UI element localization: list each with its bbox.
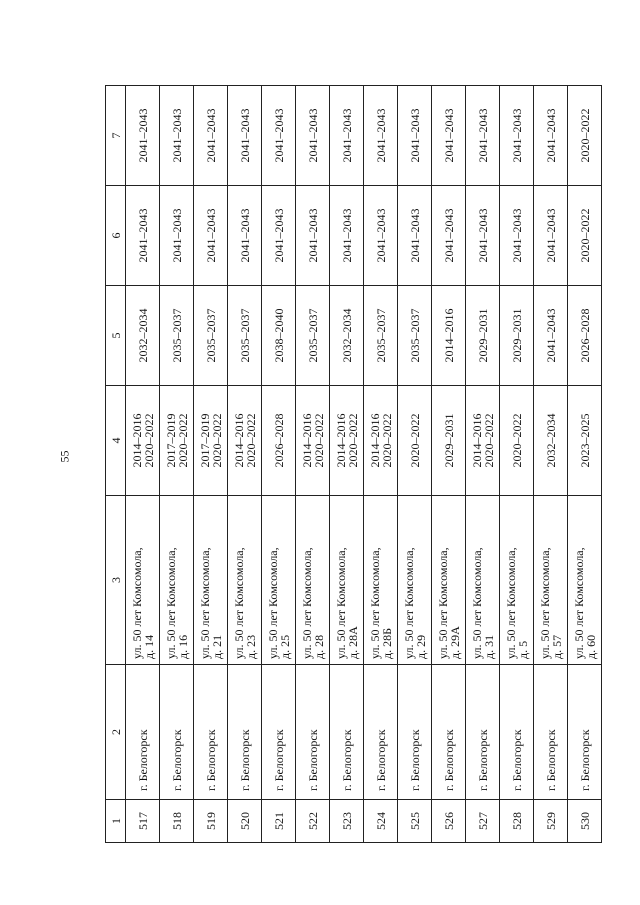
period-4-text: 2020–2022	[379, 413, 394, 468]
address-text: д. 25	[277, 634, 292, 659]
data-table	[105, 85, 602, 843]
header-cell: 1	[106, 800, 126, 843]
period-7-cell	[568, 86, 602, 186]
header-cell: 5	[106, 286, 126, 386]
period-6-cell	[534, 186, 568, 286]
row-number-text: 525	[407, 812, 422, 830]
address-text: д. 23	[243, 634, 258, 659]
address-text: д. 21	[209, 634, 224, 659]
period-5-text: 2035–2037	[237, 308, 252, 363]
row-number-cell	[296, 800, 330, 843]
period-4-cell	[194, 386, 228, 496]
header-cell: 7	[106, 86, 126, 186]
period-4-text: 2020–2022	[243, 413, 258, 468]
period-6-text: 2041–2043	[135, 208, 150, 263]
period-4-text: 2020–2022	[175, 413, 190, 468]
address-text: д. 29	[413, 634, 428, 659]
header-row	[106, 86, 126, 843]
period-6-text: 2041–2043	[475, 208, 490, 263]
period-4-cell	[534, 386, 568, 496]
address-text: д. 16	[175, 634, 190, 659]
period-4-text: 2020–2022	[481, 413, 496, 468]
period-4-text: 2020–2022	[209, 413, 224, 468]
address-cell	[296, 496, 330, 665]
period-5-text: 2029–2031	[509, 308, 524, 363]
period-5-cell	[568, 286, 602, 386]
period-7-cell	[364, 86, 398, 186]
city-text: г. Белогорск	[475, 729, 490, 791]
city-cell	[466, 665, 500, 800]
period-6-cell	[432, 186, 466, 286]
address-text: д. 28Б	[379, 628, 394, 659]
address-text: ул. 50 лет Комсомола,	[537, 547, 552, 659]
city-text: г. Белогорск	[339, 729, 354, 791]
period-6-text: 2020–2022	[577, 208, 592, 263]
table-row	[228, 86, 262, 843]
address-text: д. 60	[583, 634, 598, 659]
period-4-cell	[432, 386, 466, 496]
period-5-text: 2041–2043	[543, 308, 558, 363]
period-6-text: 2041–2043	[339, 208, 354, 263]
period-4-cell	[160, 386, 194, 496]
period-5-text: 2026–2028	[577, 308, 592, 363]
row-number-cell	[160, 800, 194, 843]
period-4-text: 2014–2016	[129, 413, 144, 468]
period-7-text: 2041–2043	[237, 108, 252, 163]
period-4-text: 2026–2028	[271, 413, 286, 468]
row-number-cell	[262, 800, 296, 843]
period-4-text: 2014–2016	[333, 413, 348, 468]
address-text: д. 14	[141, 634, 156, 659]
period-5-text: 2032–2034	[339, 308, 354, 363]
city-text: г. Белогорск	[305, 729, 320, 791]
city-text: г. Белогорск	[135, 729, 150, 791]
period-6-text: 2041–2043	[169, 208, 184, 263]
period-6-text: 2041–2043	[441, 208, 456, 263]
period-6-cell	[364, 186, 398, 286]
period-5-cell	[432, 286, 466, 386]
period-6-text: 2041–2043	[203, 208, 218, 263]
period-7-cell	[500, 86, 534, 186]
period-6-cell	[466, 186, 500, 286]
city-cell	[262, 665, 296, 800]
period-5-text: 2032–2034	[135, 308, 150, 363]
row-number-cell	[330, 800, 364, 843]
address-text: д. 29А	[447, 626, 462, 659]
period-5-cell	[296, 286, 330, 386]
period-7-cell	[432, 86, 466, 186]
period-7-text: 2041–2043	[373, 108, 388, 163]
address-text: ул. 50 лет Комсомола,	[469, 547, 484, 659]
row-number-text: 519	[203, 812, 218, 830]
period-7-text: 2041–2043	[271, 108, 286, 163]
row-number-text: 527	[475, 812, 490, 830]
period-7-cell	[466, 86, 500, 186]
city-cell	[330, 665, 364, 800]
city-text: г. Белогорск	[509, 729, 524, 791]
period-6-cell	[398, 186, 432, 286]
period-4-text: 2020–2022	[509, 413, 524, 468]
header-cell: 3	[106, 496, 126, 665]
table-row	[568, 86, 602, 843]
period-7-text: 2041–2043	[509, 108, 524, 163]
period-5-cell	[228, 286, 262, 386]
period-7-text: 2041–2043	[305, 108, 320, 163]
address-text: д. 28А	[345, 626, 360, 659]
city-cell	[534, 665, 568, 800]
address-cell	[330, 496, 364, 665]
address-text: д. 57	[549, 634, 564, 659]
city-cell	[126, 665, 160, 800]
table-row	[432, 86, 466, 843]
address-text: ул. 50 лет Комсомола,	[197, 547, 212, 659]
period-7-text: 2041–2043	[475, 108, 490, 163]
period-6-text: 2041–2043	[271, 208, 286, 263]
period-7-text: 2041–2043	[407, 108, 422, 163]
period-5-text: 2035–2037	[305, 308, 320, 363]
table-row	[398, 86, 432, 843]
address-cell	[568, 496, 602, 665]
address-text: ул. 50 лет Комсомола,	[571, 547, 586, 659]
city-cell	[432, 665, 466, 800]
period-4-cell	[296, 386, 330, 496]
row-number-cell	[500, 800, 534, 843]
city-text: г. Белогорск	[441, 729, 456, 791]
period-7-cell	[330, 86, 364, 186]
address-cell	[432, 496, 466, 665]
city-text: г. Белогорск	[271, 729, 286, 791]
header-cell: 4	[106, 386, 126, 496]
period-7-cell	[398, 86, 432, 186]
row-number-cell	[432, 800, 466, 843]
row-number-cell	[194, 800, 228, 843]
city-cell	[160, 665, 194, 800]
table-row	[330, 86, 364, 843]
row-number-text: 522	[305, 812, 320, 830]
period-4-text: 2020–2022	[345, 413, 360, 468]
table-row	[466, 86, 500, 843]
period-6-text: 2041–2043	[407, 208, 422, 263]
period-4-cell	[398, 386, 432, 496]
address-text: д. 31	[481, 634, 496, 659]
period-4-cell	[228, 386, 262, 496]
period-6-text: 2041–2043	[543, 208, 558, 263]
row-number-text: 518	[169, 812, 184, 830]
address-text: ул. 50 лет Комсомола,	[231, 547, 246, 659]
city-text: г. Белогорск	[577, 729, 592, 791]
period-6-cell	[194, 186, 228, 286]
period-4-text: 2017–2019	[197, 413, 212, 468]
period-4-text: 2017–2019	[163, 413, 178, 468]
table-row	[262, 86, 296, 843]
address-cell	[466, 496, 500, 665]
period-6-text: 2041–2043	[305, 208, 320, 263]
table-row	[534, 86, 568, 843]
address-text: ул. 50 лет Комсомола,	[401, 547, 416, 659]
period-5-text: 2038–2040	[271, 308, 286, 363]
row-number-text: 530	[577, 812, 592, 830]
period-7-cell	[296, 86, 330, 186]
period-6-cell	[568, 186, 602, 286]
period-7-cell	[160, 86, 194, 186]
period-5-text: 2035–2037	[407, 308, 422, 363]
period-4-text: 2032–2034	[543, 413, 558, 468]
period-4-text: 2023–2025	[577, 413, 592, 468]
period-7-cell	[262, 86, 296, 186]
address-cell	[262, 496, 296, 665]
table-row	[364, 86, 398, 843]
period-5-cell	[364, 286, 398, 386]
period-5-text: 2035–2037	[203, 308, 218, 363]
period-6-cell	[228, 186, 262, 286]
row-number-text: 524	[373, 812, 388, 830]
row-number-cell	[466, 800, 500, 843]
address-cell	[194, 496, 228, 665]
period-4-cell	[262, 386, 296, 496]
row-number-text: 523	[339, 812, 354, 830]
period-7-text: 2041–2043	[441, 108, 456, 163]
row-number-cell	[126, 800, 160, 843]
period-5-text: 2035–2037	[169, 308, 184, 363]
period-4-text: 2020–2022	[311, 413, 326, 468]
period-7-cell	[126, 86, 160, 186]
period-5-cell	[466, 286, 500, 386]
city-text: г. Белогорск	[543, 729, 558, 791]
address-text: д. 28	[311, 634, 326, 659]
row-number-text: 529	[543, 812, 558, 830]
row-number-text: 528	[509, 812, 524, 830]
period-5-cell	[398, 286, 432, 386]
city-cell	[568, 665, 602, 800]
address-cell	[228, 496, 262, 665]
period-4-text: 2014–2016	[469, 413, 484, 468]
city-text: г. Белогорск	[407, 729, 422, 791]
period-6-cell	[500, 186, 534, 286]
table-container	[105, 86, 598, 843]
city-cell	[398, 665, 432, 800]
address-cell	[500, 496, 534, 665]
period-7-text: 2041–2043	[135, 108, 150, 163]
period-6-cell	[296, 186, 330, 286]
address-text: ул. 50 лет Комсомола,	[435, 547, 450, 659]
period-5-cell	[330, 286, 364, 386]
header-cell: 6	[106, 186, 126, 286]
period-6-cell	[262, 186, 296, 286]
city-text: г. Белогорск	[373, 729, 388, 791]
city-cell	[364, 665, 398, 800]
table-row	[500, 86, 534, 843]
city-text: г. Белогорск	[169, 729, 184, 791]
period-4-text: 2014–2016	[231, 413, 246, 468]
address-text: ул. 50 лет Комсомола,	[163, 547, 178, 659]
period-5-cell	[500, 286, 534, 386]
address-text: ул. 50 лет Комсомола,	[333, 547, 348, 659]
city-cell	[194, 665, 228, 800]
period-6-text: 2041–2043	[373, 208, 388, 263]
row-number-cell	[398, 800, 432, 843]
period-5-cell	[194, 286, 228, 386]
row-number-cell	[534, 800, 568, 843]
header-cell: 2	[106, 665, 126, 800]
period-5-cell	[534, 286, 568, 386]
table-row	[296, 86, 330, 843]
address-cell	[160, 496, 194, 665]
row-number-text: 520	[237, 812, 252, 830]
period-5-text: 2029–2031	[475, 308, 490, 363]
city-cell	[500, 665, 534, 800]
address-text: ул. 50 лет Комсомола,	[129, 547, 144, 659]
rotated-table	[105, 86, 598, 843]
period-7-text: 2020–2022	[577, 108, 592, 163]
period-4-cell	[568, 386, 602, 496]
city-cell	[228, 665, 262, 800]
address-cell	[364, 496, 398, 665]
period-7-text: 2041–2043	[339, 108, 354, 163]
row-number-text: 521	[271, 812, 286, 830]
address-text: ул. 50 лет Комсомола,	[367, 547, 382, 659]
table-row	[194, 86, 228, 843]
period-4-cell	[330, 386, 364, 496]
address-text: д. 5	[515, 640, 530, 659]
period-7-text: 2041–2043	[203, 108, 218, 163]
period-4-cell	[500, 386, 534, 496]
period-4-cell	[126, 386, 160, 496]
period-6-text: 2041–2043	[509, 208, 524, 263]
period-5-text: 2014–2016	[441, 308, 456, 363]
period-7-text: 2041–2043	[543, 108, 558, 163]
period-4-text: 2020–2022	[141, 413, 156, 468]
period-4-text: 2014–2016	[299, 413, 314, 468]
period-6-text: 2041–2043	[237, 208, 252, 263]
row-number-cell	[568, 800, 602, 843]
address-text: ул. 50 лет Комсомола,	[299, 547, 314, 659]
row-number-text: 526	[441, 812, 456, 830]
address-text: ул. 50 лет Комсомола,	[265, 547, 280, 659]
period-5-cell	[126, 286, 160, 386]
table-body	[106, 86, 602, 843]
period-6-cell	[126, 186, 160, 286]
period-5-cell	[160, 286, 194, 386]
address-cell	[398, 496, 432, 665]
city-text: г. Белогорск	[237, 729, 252, 791]
period-6-cell	[330, 186, 364, 286]
table-row	[160, 86, 194, 843]
period-7-cell	[228, 86, 262, 186]
row-number-cell	[364, 800, 398, 843]
city-text: г. Белогорск	[203, 729, 218, 791]
address-cell	[534, 496, 568, 665]
period-4-text: 2020–2022	[407, 413, 422, 468]
period-4-text: 2014–2016	[367, 413, 382, 468]
period-5-cell	[262, 286, 296, 386]
row-number-cell	[228, 800, 262, 843]
period-6-cell	[160, 186, 194, 286]
city-cell	[296, 665, 330, 800]
period-7-cell	[534, 86, 568, 186]
period-4-text: 2029–2031	[441, 413, 456, 468]
period-4-cell	[364, 386, 398, 496]
page-number: 55	[57, 450, 72, 463]
address-text: ул. 50 лет Комсомола,	[503, 547, 518, 659]
period-5-text: 2035–2037	[373, 308, 388, 363]
row-number-text: 517	[135, 812, 150, 830]
address-cell	[126, 496, 160, 665]
table-row	[126, 86, 160, 843]
period-7-cell	[194, 86, 228, 186]
period-4-cell	[466, 386, 500, 496]
period-7-text: 2041–2043	[169, 108, 184, 163]
